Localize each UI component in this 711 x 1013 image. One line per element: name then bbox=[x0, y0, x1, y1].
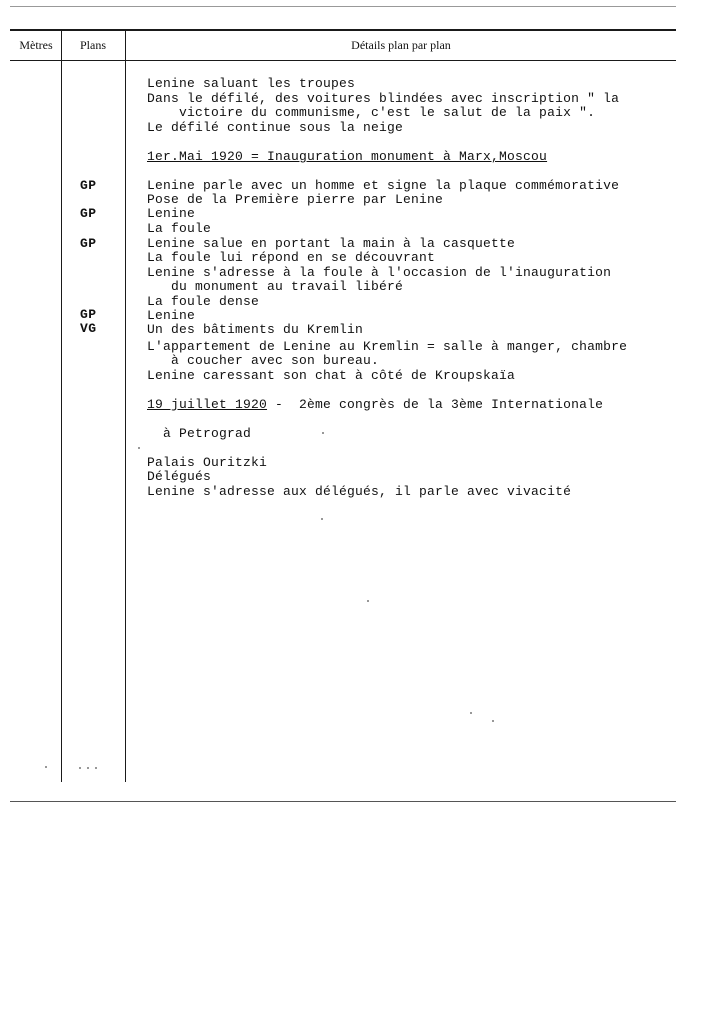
scan-speck bbox=[367, 600, 369, 602]
detail-line: du monument au travail libéré bbox=[147, 279, 404, 294]
header-metres: Mètres bbox=[19, 38, 53, 52]
column-divider-plans bbox=[125, 30, 126, 782]
plan-code: GP bbox=[80, 206, 97, 221]
detail-line: Le défilé continue sous la neige bbox=[147, 120, 404, 135]
detail-line: victoire du communisme, c'est le salut de la paix ". bbox=[147, 105, 596, 120]
header-plans: Plans bbox=[79, 38, 106, 52]
section-title: - 2ème congrès de la 3ème Internationale bbox=[267, 397, 604, 412]
detail-line: Dans le défilé, des voitures blindées avec inscription " la bbox=[147, 91, 620, 106]
scan-speck bbox=[492, 720, 494, 722]
detail-line: Lenine caressant son chat à côté de Kroupskaïa bbox=[147, 368, 516, 383]
scan-speck bbox=[322, 432, 324, 434]
detail-line: Palais Ouritzki bbox=[147, 455, 268, 470]
detail-line: L'appartement de Lenine au Kremlin = salle à manger, chambre bbox=[147, 339, 628, 354]
table-top-border bbox=[10, 29, 676, 31]
scan-speck bbox=[321, 518, 323, 520]
detail-line: Lenine saluant les troupes bbox=[147, 76, 356, 91]
detail-line: La foule dense bbox=[147, 294, 260, 309]
plan-code: GP bbox=[80, 236, 97, 251]
top-rule bbox=[10, 6, 676, 7]
scan-speck bbox=[79, 767, 81, 769]
detail-line: Lenine parle avec un homme et signe la plaque commémorative bbox=[147, 178, 620, 193]
section-heading: 1er.Mai 1920 = Inauguration monument à Marx,Moscou bbox=[147, 149, 548, 164]
detail-line: Délégués bbox=[147, 469, 212, 484]
plan-code: GP bbox=[80, 307, 97, 322]
header-details: Détails plan par plan bbox=[351, 38, 451, 52]
detail-line: Lenine salue en portant la main à la casquette bbox=[147, 236, 516, 251]
detail-line: Lenine s'adresse à la foule à l'occasion de l'inauguration bbox=[147, 265, 612, 280]
scan-speck bbox=[87, 767, 89, 769]
plan-code: VG bbox=[80, 321, 97, 336]
detail-line: La foule bbox=[147, 221, 212, 236]
detail-line: Pose de la Première pierre par Lenine bbox=[147, 192, 444, 207]
section-date: 19 juillet 1920 bbox=[147, 397, 268, 412]
detail-line: Lenine bbox=[147, 308, 196, 323]
detail-line: La foule lui répond en se découvrant bbox=[147, 250, 436, 265]
plan-code: GP bbox=[80, 178, 97, 193]
scan-speck bbox=[470, 712, 472, 714]
scan-speck bbox=[138, 447, 140, 449]
detail-line: à Petrograd bbox=[147, 426, 252, 441]
header-bottom-border bbox=[10, 60, 676, 61]
detail-line: à coucher avec son bureau. bbox=[147, 353, 380, 368]
detail-line: Lenine s'adresse aux délégués, il parle avec vivacité bbox=[147, 484, 572, 499]
column-divider-metres bbox=[61, 30, 62, 782]
table-bottom-border bbox=[10, 801, 676, 802]
scan-speck bbox=[95, 767, 97, 769]
scan-speck bbox=[45, 766, 47, 768]
detail-line: Lenine bbox=[147, 206, 196, 221]
section-date-heading bbox=[147, 398, 603, 412]
detail-line: Un des bâtiments du Kremlin bbox=[147, 322, 364, 337]
